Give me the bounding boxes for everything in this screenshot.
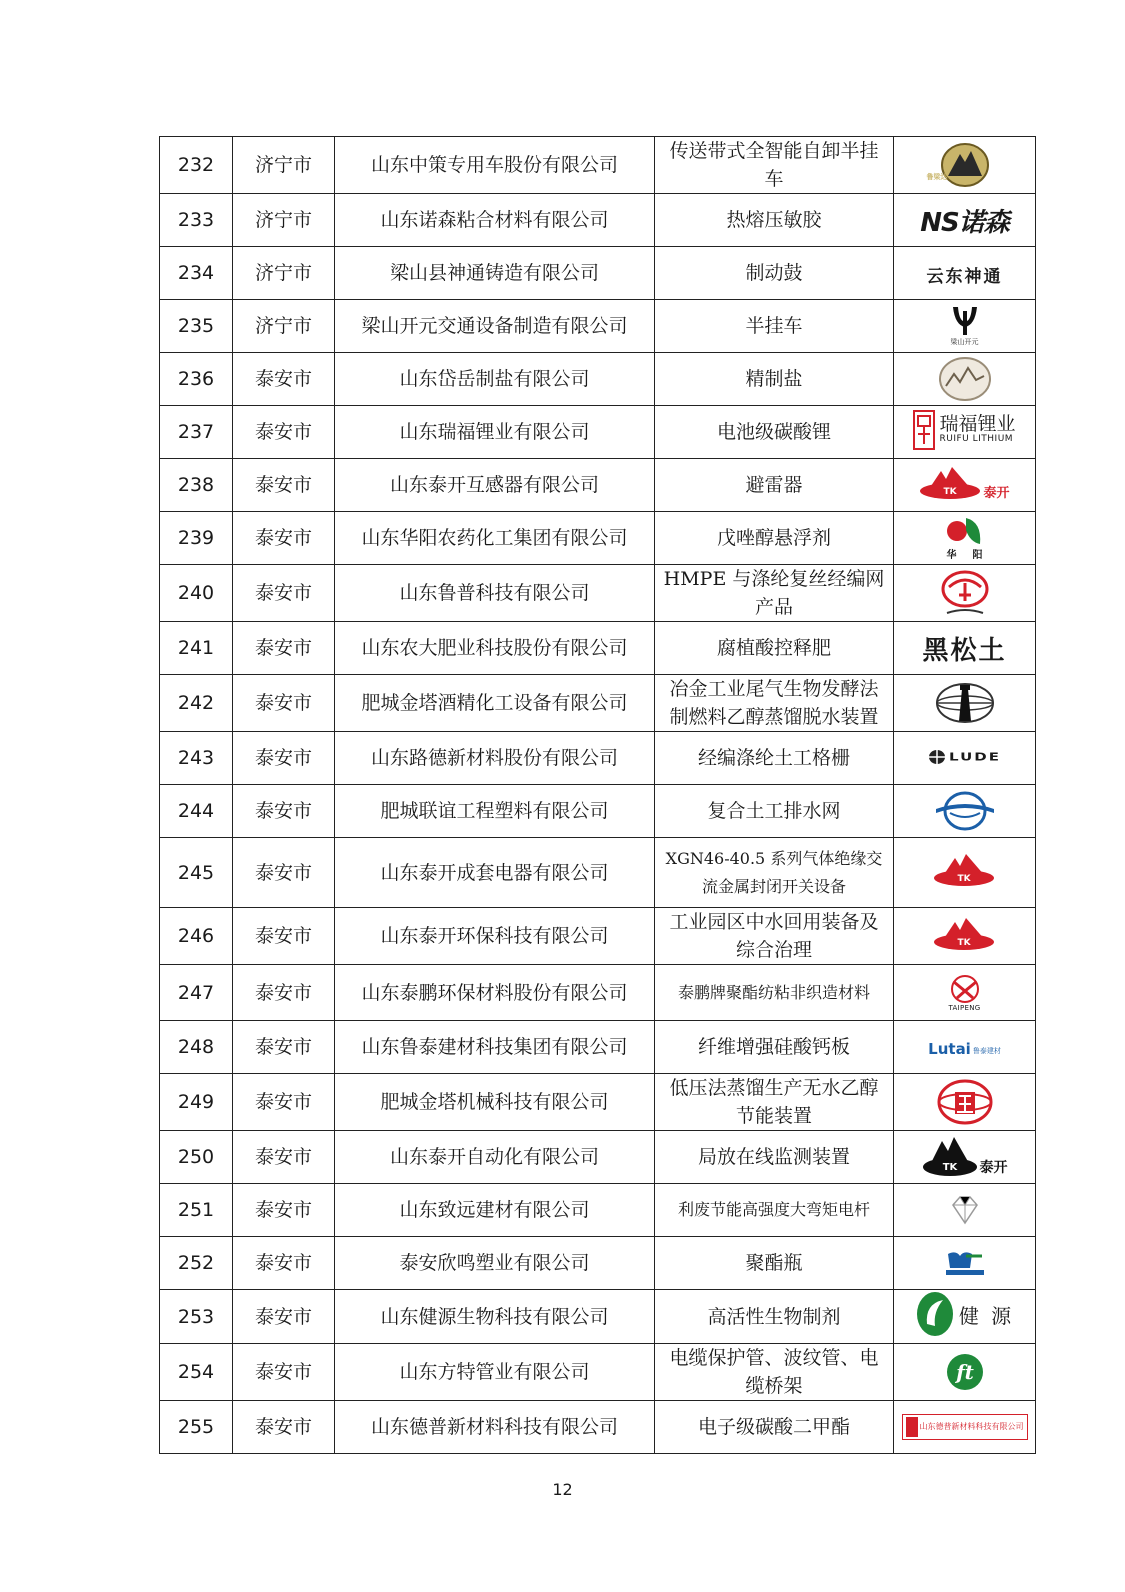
product-cell: 电子级碳酸二甲酯 [655,1401,894,1454]
svg-text:TK: TK [943,486,958,497]
taipeng-icon [947,974,983,1012]
company-cell: 梁山县神通铸造有限公司 [335,247,655,300]
company-cell: 山东中策专用车股份有限公司 [335,137,655,194]
company-cell: 山东德普新材料科技有限公司 [335,1401,655,1454]
row-number: 233 [160,194,233,247]
product-cell: 聚酯瓶 [655,1237,894,1290]
tk-black-icon [922,1133,1008,1182]
product-cell: 传送带式全智能自卸半挂车 [655,137,894,194]
city-cell: 泰安市 [233,1290,335,1344]
mountain-emblem-icon [926,142,990,188]
product-cell: 局放在线监测装置 [655,1131,894,1184]
brand-table-body [160,137,1036,1454]
row-number: 255 [160,1401,233,1454]
ns-wordmark-icon [920,202,1009,239]
row-number: 249 [160,1074,233,1131]
table-row [160,1184,1036,1237]
table-row [160,965,1036,1021]
city-cell: 泰安市 [233,1344,335,1401]
lude-wordmark-icon [928,748,1001,770]
table-row [160,1344,1036,1401]
lutai-wordmark-icon [928,1037,1001,1059]
product-cell: 戊唑醇悬浮剂 [655,512,894,565]
table-row [160,353,1036,406]
row-number: 246 [160,908,233,965]
company-cell: 肥城金塔机械科技有限公司 [335,1074,655,1131]
logo-cell [894,1131,1036,1184]
city-cell: 泰安市 [233,512,335,565]
trident-emblem-icon [950,305,980,347]
city-cell: 泰安市 [233,785,335,838]
logo-cell [894,908,1036,965]
logo-subtext: RUIFU LITHIUM [939,433,1014,444]
logo-cell [894,1074,1036,1131]
row-number: 234 [160,247,233,300]
logo-cell [894,675,1036,732]
row-number: 240 [160,565,233,622]
table-row [160,1021,1036,1074]
table-row [160,732,1036,785]
city-cell: 泰安市 [233,459,335,512]
product-cell: 经编涤纶土工格栅 [655,732,894,785]
brand-table [159,136,1036,1454]
logo-cell [894,732,1036,785]
table-row [160,247,1036,300]
row-number: 238 [160,459,233,512]
table-row [160,565,1036,622]
table-row [160,785,1036,838]
product-cell: 高活性生物制剂 [655,1290,894,1344]
depu-banner-icon [902,1414,1028,1442]
logo-cell [894,965,1036,1021]
company-cell: 泰安欣鸣塑业有限公司 [335,1237,655,1290]
city-cell: 泰安市 [233,1074,335,1131]
product-cell: 纤维增强硅酸钙板 [655,1021,894,1074]
table-row [160,1237,1036,1290]
jianyuan-leaf-icon [915,1290,1014,1343]
city-cell: 泰安市 [233,1184,335,1237]
product-cell: 复合土工排水网 [655,785,894,838]
svg-text:TK: TK [956,874,971,884]
product-cell: 精制盐 [655,353,894,406]
city-cell: 泰安市 [233,965,335,1021]
company-cell: 山东华阳农药化工集团有限公司 [335,512,655,565]
logo-text: 黑松土 [922,635,1007,666]
circle-emblem-icon [935,569,995,617]
logo-text: Lutai [928,1040,971,1058]
row-number: 247 [160,965,233,1021]
row-number: 245 [160,838,233,908]
logo-text: 瑞福锂业 [939,412,1016,435]
logo-text: 泰开 [983,485,1010,501]
text-logo-icon [927,262,1003,287]
tk-mountain-icon [933,916,997,957]
product-cell: XGN46-40.5 系列气体绝缘交流金属封闭开关设备 [655,838,894,908]
city-cell: 济宁市 [233,300,335,353]
row-number: 244 [160,785,233,838]
oval-emblem-icon [938,356,992,402]
product-cell: HMPE 与涤纶复丝经编网产品 [655,565,894,622]
logo-cell [894,194,1036,247]
logo-cell [894,406,1036,459]
logo-cell [894,512,1036,565]
company-cell: 山东鲁普科技有限公司 [335,565,655,622]
red-globe-icon [935,1078,995,1126]
product-cell: 避雷器 [655,459,894,512]
table-row [160,1074,1036,1131]
logo-text: LUDE [949,750,1001,764]
svg-text:TK: TK [942,1161,957,1173]
city-cell: 泰安市 [233,675,335,732]
product-cell: 低压法蒸馏生产无水乙醇节能装置 [655,1074,894,1131]
logo-cell [894,247,1036,300]
logo-text: 鲁梁达 [926,173,948,181]
xinming-icon [942,1248,988,1278]
company-cell: 肥城金塔酒精化工设备有限公司 [335,675,655,732]
table-row [160,459,1036,512]
logo-text: 山东德普新材料科技有限公司 [919,1422,1024,1431]
product-cell: 电池级碳酸锂 [655,406,894,459]
row-number: 253 [160,1290,233,1344]
company-cell: 山东路德新材料股份有限公司 [335,732,655,785]
logo-text: NS诺森 [920,207,1009,238]
logo-cell [894,1021,1036,1074]
city-cell: 泰安市 [233,732,335,785]
table-row [160,300,1036,353]
row-number: 251 [160,1184,233,1237]
row-number: 232 [160,137,233,194]
company-cell: 山东岱岳制盐有限公司 [335,353,655,406]
logo-cell [894,1290,1036,1344]
city-cell: 泰安市 [233,1021,335,1074]
row-number: 248 [160,1021,233,1074]
table-row [160,1290,1036,1344]
company-cell: 山东泰开自动化有限公司 [335,1131,655,1184]
logo-cell [894,353,1036,406]
text-logo-icon [922,630,1006,667]
city-cell: 泰安市 [233,1401,335,1454]
company-cell: 山东鲁泰建材科技集团有限公司 [335,1021,655,1074]
row-number: 235 [160,300,233,353]
ruifu-seal-icon [913,410,1015,455]
svg-text:ft: ft [955,1360,974,1384]
row-number: 254 [160,1344,233,1401]
row-number: 236 [160,353,233,406]
logo-cell [894,1344,1036,1401]
logo-cell [894,459,1036,512]
table-row [160,194,1036,247]
row-number: 237 [160,406,233,459]
product-cell: 电缆保护管、波纹管、电缆桥架 [655,1344,894,1401]
company-cell: 山东健源生物科技有限公司 [335,1290,655,1344]
logo-text: 云东神通 [926,266,1003,287]
product-cell: 泰鹏牌聚酯纺粘非织造材料 [655,965,894,1021]
row-number: 252 [160,1237,233,1290]
city-cell: 泰安市 [233,353,335,406]
company-cell: 梁山开元交通设备制造有限公司 [335,300,655,353]
city-cell: 济宁市 [233,194,335,247]
logo-cell [894,565,1036,622]
city-cell: 济宁市 [233,247,335,300]
logo-cell [894,622,1036,675]
table-row [160,512,1036,565]
product-cell: 冶金工业尾气生物发酵法制燃料乙醇蒸馏脱水装置 [655,675,894,732]
huayang-icon [931,516,999,561]
table-row [160,675,1036,732]
table-row [160,838,1036,908]
diamond-outline-icon [948,1195,982,1225]
tk-mountain-icon [933,852,997,893]
company-cell: 山东泰开互感器有限公司 [335,459,655,512]
city-cell: 泰安市 [233,838,335,908]
company-cell: 山东泰开成套电器有限公司 [335,838,655,908]
logo-cell [894,785,1036,838]
logo-text: 华阳 [946,549,999,561]
globe-tower-icon [935,681,995,725]
svg-text:TK: TK [956,937,971,948]
product-cell: 制动鼓 [655,247,894,300]
logo-text: TAIPENG [948,1003,981,1012]
logo-subtext: 鲁泰建材 [972,1047,1001,1055]
row-number: 239 [160,512,233,565]
product-cell: 工业园区中水回用装备及综合治理 [655,908,894,965]
row-number: 250 [160,1131,233,1184]
company-cell: 山东农大肥业科技股份有限公司 [335,622,655,675]
ft-circle-icon [941,1352,989,1392]
city-cell: 泰安市 [233,565,335,622]
city-cell: 泰安市 [233,1131,335,1184]
table-row [160,1131,1036,1184]
product-cell: 腐植酸控释肥 [655,622,894,675]
company-cell: 肥城联谊工程塑料有限公司 [335,785,655,838]
logo-cell [894,1184,1036,1237]
page-number: 12 [552,1480,573,1499]
row-number: 242 [160,675,233,732]
table-row [160,1401,1036,1454]
city-cell: 泰安市 [233,622,335,675]
logo-cell [894,300,1036,353]
product-cell: 半挂车 [655,300,894,353]
city-cell: 泰安市 [233,908,335,965]
logo-text: 泰开 [979,1159,1008,1176]
table-row [160,622,1036,675]
company-cell: 山东方特管业有限公司 [335,1344,655,1401]
table-row [160,137,1036,194]
city-cell: 泰安市 [233,1237,335,1290]
logo-cell [894,137,1036,194]
company-cell: 山东瑞福锂业有限公司 [335,406,655,459]
logo-cell [894,1237,1036,1290]
row-number: 243 [160,732,233,785]
product-cell: 利废节能高强度大弯矩电杆 [655,1184,894,1237]
logo-text: 梁山开元 [950,338,979,346]
company-cell: 山东诺森粘合材料有限公司 [335,194,655,247]
logo-cell [894,838,1036,908]
logo-cell [894,1401,1036,1454]
company-cell: 山东致远建材有限公司 [335,1184,655,1237]
product-cell: 热熔压敏胶 [655,194,894,247]
row-number: 241 [160,622,233,675]
blue-ring-icon [934,791,996,831]
tk-mountain-icon [919,465,1009,506]
city-cell: 济宁市 [233,137,335,194]
table-row [160,406,1036,459]
company-cell: 山东泰开环保科技有限公司 [335,908,655,965]
table-row [160,908,1036,965]
city-cell: 泰安市 [233,406,335,459]
logo-text: 健 源 [958,1303,1015,1328]
company-cell: 山东泰鹏环保材料股份有限公司 [335,965,655,1021]
